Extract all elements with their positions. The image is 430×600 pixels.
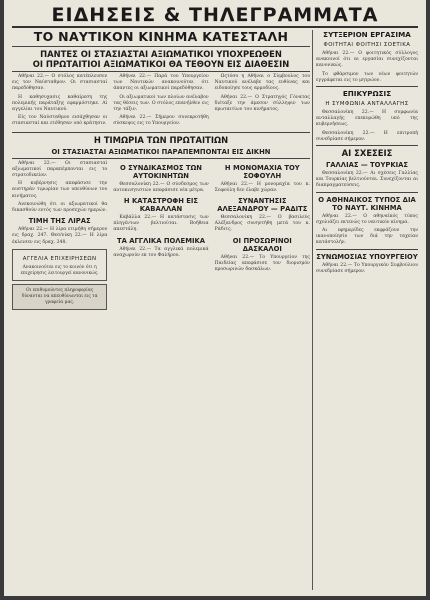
divider: [12, 158, 310, 159]
lira-headline: ΤΙΜΗ ΤΗΣ ΛΙΡΑΣ: [28, 217, 91, 226]
lead-col-3: [215, 74, 310, 130]
right-paragraph: Αθήναι 22.— Ο φοιτητικός σύλλογος ανακοινοί ότι αι εργασίαι συνεχίζονται κανονικώς.: [316, 51, 418, 69]
lead-paragraph: Οι αξιωματικοί των πλοίων ανέλαβον τας θέσεις των. Ο στόλος επανήλθεν εις την τάξιν.: [113, 94, 209, 113]
lira-text: Αθήναι 22.— Η λίρα ετιμήθη σήμερον εις δραχ. 247. Θεσ/νίκη 22.— Η λίρα έκλεισεν εις δραχ. 248.: [12, 227, 108, 245]
right-paragraph: Θεσσαλονίκη 22.— Η επιτροπή συνεδρίασε σήμερον.: [316, 130, 418, 142]
lead-paragraph: Αθήναι 22.— Παρά του Υπουργείου των Ναυτικών ανακοινούται ότι άπαντες οι αξιωματικοί παρεδόθησαν.: [113, 74, 209, 92]
right-paragraph: Θεσσαλονίκη 22.— Η συμφωνία ανταλλαγής επεκυρώθη υπό της κυβερνήσεως.: [316, 110, 418, 128]
lead-subhead-1: ΠΑΝΤΕΣ ΟΙ ΣΤΑΣΙΑΣΤΑΙ ΑΞΙΩΜΑΤΙΚΟΙ ΥΠΟΧΡΕΩΘΕΝ: [40, 49, 282, 59]
notice-text: Ανακοινούται εις το κοινόν ότι η επιχείρησις λειτουργεί κανονικώς.: [20, 264, 99, 276]
right-headline-5: ΣΥΝΩΜΟΣΙΑΣ ΥΠΟΥΡΓΕΙΟΥ: [316, 252, 418, 261]
newspaper-page: [4, 0, 426, 596]
notice-box: [12, 249, 107, 281]
meeting-headline: ΣΥΝΑΝΤΗΣΙΣ ΑΛΕΞΑΝΔΡΟΥ — ΡΑΔΙΤΣ: [217, 197, 308, 214]
column-divider: [312, 30, 313, 590]
punishment-paragraph: Η κυβέρνησις απεφάσισε την αυστηράν τιμωρίαν των υπευθύνων του κινήματος.: [12, 181, 108, 199]
lead-paragraph: Ωςτόσο η Αθήναι ο Σύμβουλος του Ναυτικού ανέλαβε τας ευθύνας και ειδοποίησε τους αρμοδίους.: [214, 74, 310, 92]
divider: [316, 249, 418, 250]
divider: [12, 132, 310, 133]
divider: [12, 71, 310, 72]
right-subhead-3: ΓΑΛΛΙΑΣ — ΤΟΥΡΚΙΑΣ: [325, 161, 409, 170]
right-paragraph: Θεσσαλονίκη 22.— Αι σχέσεις Γαλλίας και Τουρκίας βελτιούνται. Συνεχίζονται αι διαπραγματεύσεις.: [316, 171, 418, 189]
punishment-paragraph: Αθήναι 22.— Οι στασιασταί αξιωματικοί παραπέμπονται εις το στρατοδικείον.: [12, 160, 108, 179]
lead-paragraph: Η καθησυχασις καθαίρεση της πολεμικής παράταξης εφαρμόστηκε. Αί αγγελίαι του Ναυτικού.: [12, 94, 108, 113]
divider: [316, 86, 418, 87]
taxi-headline: Ο ΣΥΝΔΙΚΑΣΜΟΣ ΤΩΝ ΑΥΤΟΚΙΝΗΤΩΝ: [119, 163, 202, 180]
right-column: [316, 30, 418, 277]
teachers-headline: ΟΙ ΠΡΟΣΩΡΙΝΟΙ ΔΑΣΚΑΛΟΙ: [232, 236, 292, 253]
taxi-text: Θεσσαλονίκη 22.— Ο σύνδεσμος των αυτοκινητιστών απεφάσισε νέα μέτρα.: [113, 181, 209, 193]
duel-headline: Η ΜΟΝΟΜΑΧΙΑ ΤΟΥ ΣΟΦΟΥΛΗ: [224, 163, 300, 180]
right-paragraph: Αι εφημερίδες εκφράζουν την ικανοποίησίν των διά την ταχείαν κατάστολήν.: [316, 228, 418, 246]
ad-box: [12, 284, 107, 310]
main-column: [12, 30, 310, 313]
lower-col-2: [113, 161, 208, 313]
english-headline: ΤΑ ΑΓΓΛΙΚΑ ΠΟΛΕΜΙΚΑ: [116, 236, 206, 245]
right-subhead-1: ΦΟΙΤΗΤΑΙ ΦΟΙΤΗΣΙ ΣΟΕΤΙΚΑ: [323, 42, 411, 48]
lower-col-1: [12, 161, 107, 313]
teachers-text: Αθήναι 22.— Το Υπουργείον της Παιδείας απεφάσισε τον διορισμόν προσωρινών δασκάλων.: [214, 254, 310, 273]
lead-body: [12, 74, 310, 130]
lead-paragraph: Αθήναι 22.— Σήμερον συνεκροτήθη σύσκεψις εις το Υπουργείον.: [113, 115, 209, 127]
right-headline-3: ΑΙ ΣΧΕΣΕΙΣ: [341, 148, 393, 159]
lead-paragraph: Είς τον Ναύσταθμον εισάχθησαν οι στασιασταί και ετέθησαν υπό κράτησιν.: [12, 115, 108, 127]
divider: [316, 192, 418, 193]
punishment-subhead: ΟΙ ΣΤΑΣΙΑΣΤΑΙ ΑΞΙΩΜΑΤΙΚΟΙ ΠΑΡΑΠΕΜΠΟΝΤΑΙ ΕΙΣ ΔΙΚΗΝ: [51, 147, 271, 156]
lead-subhead-2: ΟΙ ΠΡΩΤΑΙΤΙΟΙ ΑΞΙΩΜΑΤΙΚΟΙ ΘΑ ΤΕΘΟΥΝ ΕΙΣ ΔΙΑΘΕΣΙΝ: [32, 59, 290, 69]
right-headline-1: ΣΥΤΞΕΡΙΟΝ ΕΡΓΑΣΙΜΑ: [323, 30, 411, 39]
lead-headline: ΤΟ ΝΑΥΤΙΚΟΝ ΚΙΝΗΜΑ ΚΑΤΕΣΤΑΛΗ: [33, 29, 289, 44]
disasters-headline: Η ΚΑΤΑΣΤΡΟΦΗ ΕΙΣ ΚΑΒΑΛΛΑΝ: [123, 197, 199, 214]
right-paragraph: Αθήναι 22.— Ο αθηναϊκός τύπος σχολιάζει εκτενώς το ναυτικόν κίνημα.: [316, 213, 418, 225]
duel-text: Αθήναι 22.— Η μονομαχία του κ. Σοφούλη δεν έλαβε χώραν.: [214, 181, 310, 193]
right-headline-2: ΕΠΙΚΥΡΩΣΙΣ: [342, 89, 392, 99]
punishment-paragraph: Ανεκοινώθη ότι οι αξιωματικοί θα δικασθούν εντός των προσεχών ημερών.: [12, 201, 108, 214]
lead-paragraph: Αθήναι 22.— Ο Στρατηγός Γόνατας διέταξε την άμεσον σύλληψιν των πρωταιτίων του κινήματος.: [214, 94, 310, 113]
punishment-headline: Η ΤΙΜΩΡΙΑ ΤΩΝ ΠΡΩΤΑΙΤΙΩΝ: [93, 134, 229, 145]
right-paragraph: Αθήναι 22.— Το Υπουργικόν Συμβούλιον συνεδρίασε σήμερον.: [316, 262, 418, 274]
right-paragraph: Το φθάρσιμον των νέων φοιτητών εγγράφεται εις το μητρώον.: [316, 71, 418, 83]
divider: [316, 145, 418, 146]
lead-col-1: [12, 74, 107, 130]
lead-col-2: [113, 74, 208, 130]
ad-text: Οι επιθυμούντες πληροφορίας δύνανται να απευθύνωνται εις τα γραφεία μας.: [21, 287, 98, 305]
lower-body: [12, 161, 310, 313]
right-headline-4: Ο ΑΘΗΝΑΙΚΟΣ ΤΥΠΟΣ ΔΙΑ ΤΟ ΝΑΥΤ. ΚΙΝΗΜΑ: [318, 195, 416, 212]
english-text: Αθήναι 22.— Τα αγγλικά πολεμικά αναχωρούν εκ του Φαλήρου.: [113, 246, 209, 258]
masthead: ΕΙΔΗΣΕΙΣ & ΤΗΛΕΓΡΑΜΜΑΤΑ: [12, 4, 418, 28]
lead-paragraph: Αθήναι 22.— Ο στόλος κατέπλευσεν εις τον Ναύσταθμον. Οι στασιασταί παρεδόθησαν.: [12, 74, 108, 92]
notice-title: ΑΓΓΕΛΙΑ ΕΠΙΧΕΙΡΗΣΕΩΝ: [22, 255, 97, 262]
divider: [12, 46, 310, 47]
meeting-text: Θεσσαλονίκη 22.— Ο βασιλεύς Αλέξανδρος συνηντήθη μετά του κ. Ράδιτς.: [214, 215, 310, 233]
lower-col-3: [215, 161, 310, 313]
right-subhead-2: Η ΣΥΜΦΩΝΙΑ ΑΝΤΑΛΛΑΓΗΣ: [325, 101, 409, 108]
disasters-text: Καβάλλα 22.— Η κατάστασις των πληγέντων βελτιούται. Βοήθεια απεστάλη.: [113, 215, 209, 233]
